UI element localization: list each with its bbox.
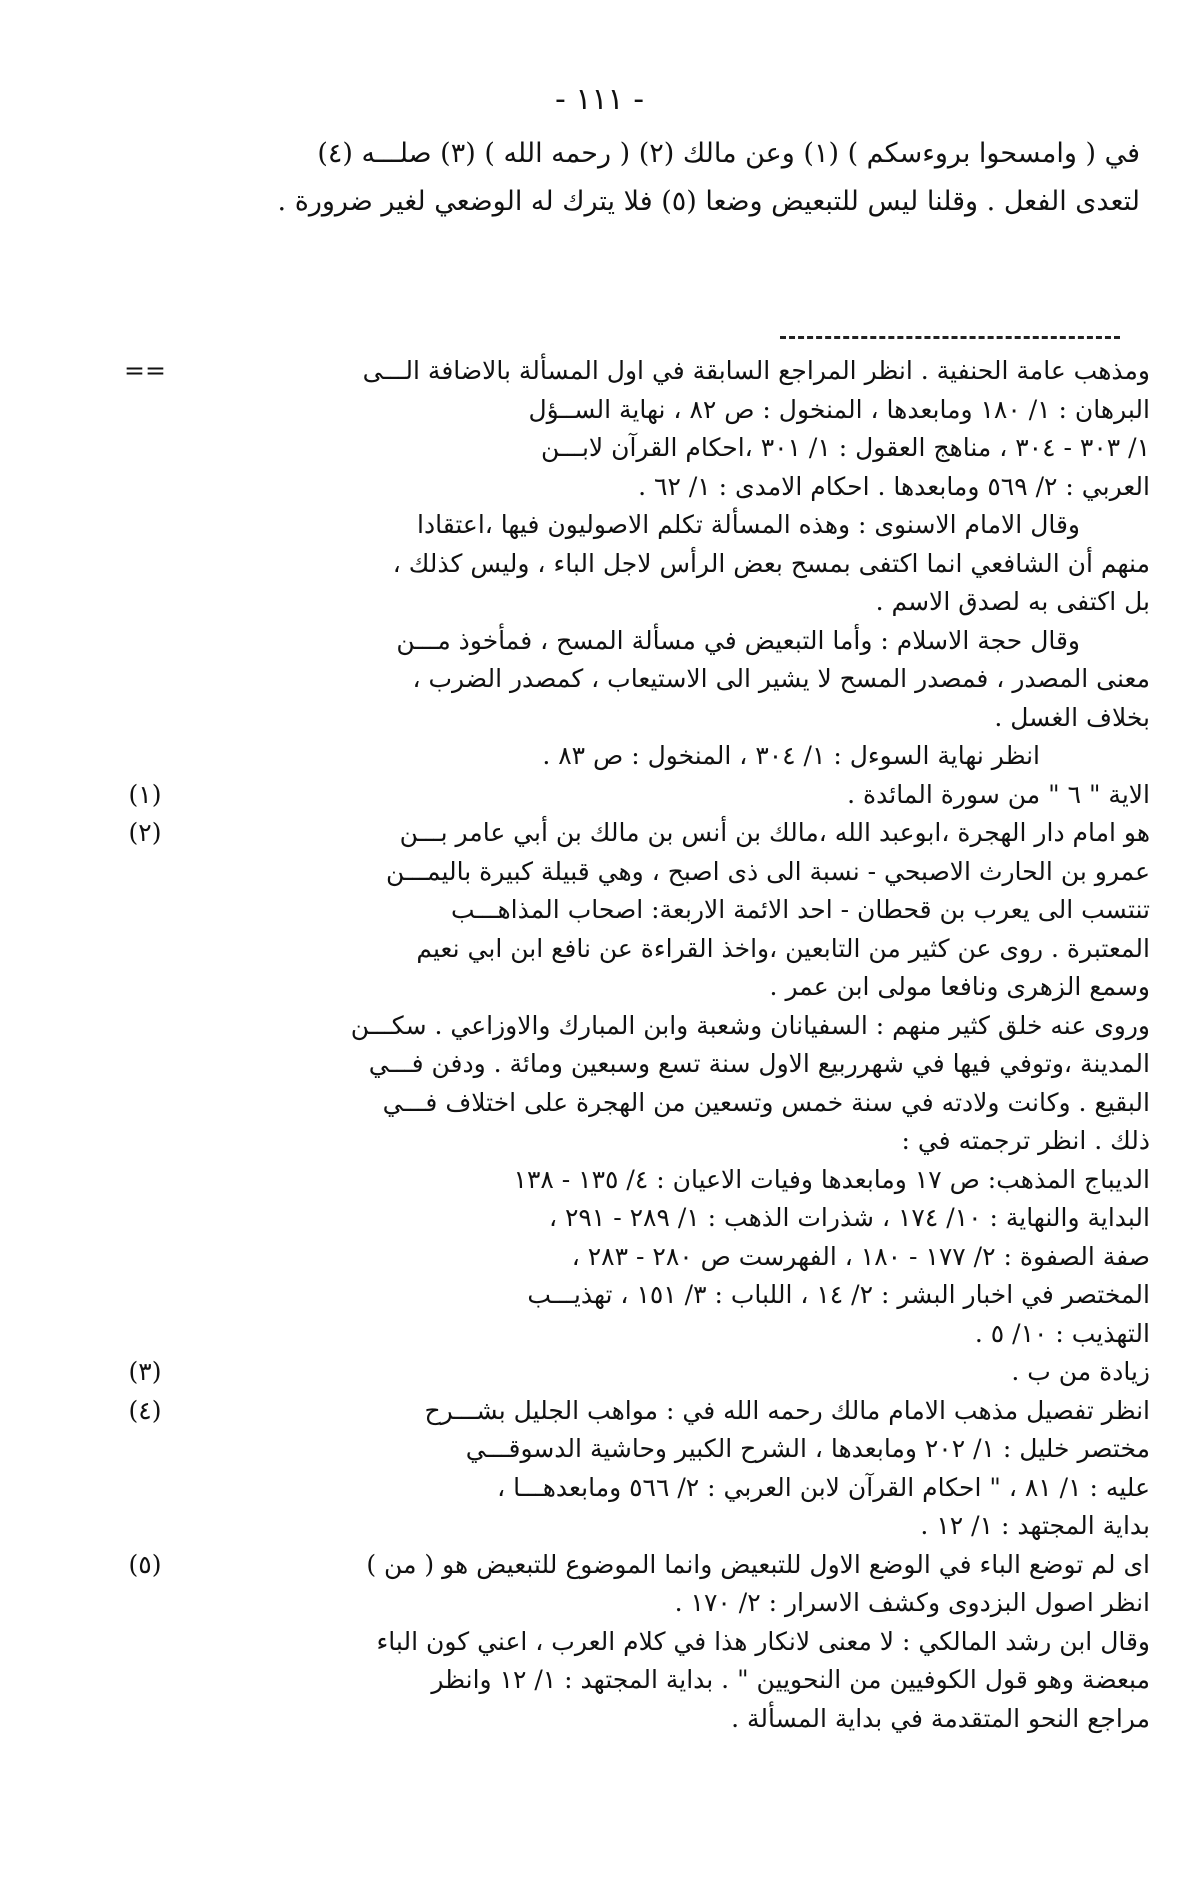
footnote-line: عليه : ١/ ٨١ ، " احكام القرآن لابن العربي : ٢/ ٥٦٦ ومابعدهـــا ، (497, 1472, 1150, 1502)
footnote-2 (90, 814, 1150, 1353)
footnote-line: الديباج المذهب: ص ١٧ ومابعدها وفيات الاعيان : ٤/ ١٣٥ - ١٣٨ (513, 1164, 1150, 1194)
footnote-body (200, 814, 1150, 1353)
footnote-line: البقيع . وكانت ولادته في سنة خمس وتسعين من الهجرة على اختلاف فـــي (382, 1087, 1150, 1117)
footnote-body (200, 1353, 1150, 1392)
footnote-body (200, 1546, 1150, 1739)
footnote-line: تنتسب الى يعرب بن قحطان - احد الائمة الاربعة: اصحاب المذاهـــب (450, 895, 1150, 924)
footnote-line: صفة الصفوة : ٢/ ١٧٧ - ١٨٠ ، الفهرست ص ٢٨٠ - ٢٨٣ ، (571, 1241, 1150, 1271)
footnote-line: انظر اصول البزدوى وكشف الاسرار : ٢/ ١٧٠ . (674, 1588, 1150, 1617)
footnote-line: معنى المصدر ، فمصدر المسح لا يشير الى الاستيعاب ، كمصدر الضرب ، (412, 664, 1150, 693)
footnote-continuation (90, 352, 1150, 776)
footnote-1 (90, 776, 1150, 815)
footnote-line: عمرو بن الحارث الاصبحي - نسبة الى ذى اصبح ، وهي قبيلة كبيرة باليمـــن (386, 856, 1150, 886)
footnote-line: المعتبرة . روى عن كثير من التابعين ،واخذ القراءة عن نافع ابن ابي نعيم (416, 933, 1150, 963)
footnote-line: وروى عنه خلق كثير منهم : السفيانان وشعبة وابن المبارك والاوزاعي . سكـــن (350, 1010, 1150, 1040)
main-text (150, 130, 1140, 226)
footnotes (90, 352, 1150, 1738)
footnote-line: بداية المجتهد : ١/ ١٢ . (920, 1511, 1150, 1540)
footnote-line: بل اكتفى به لصدق الاسم . (875, 587, 1150, 616)
footnote-marker: (٣) (128, 1357, 162, 1386)
footnote-marker: (٢) (128, 818, 162, 847)
footnote-line: انظر تفصيل مذهب الامام مالك رحمه الله في : مواهب الجليل بشـــرح (424, 1395, 1150, 1425)
footnote-body (200, 1392, 1150, 1546)
footnote-line: هو امام دار الهجرة ،ابوعبد الله ،مالك بن أنس بن مالك بن أبي عامر بـــن (399, 818, 1150, 847)
footnote-line: العربي : ٢/ ٥٦٩ ومابعدها . احكام الامدى : ١/ ٦٢ . (638, 471, 1150, 501)
main-text-line: في ( وامسحوا بروءسكم ) (١) وعن مالك (٢) ( رحمه الله ) (٣) صلـــه (٤) (317, 138, 1140, 169)
footnote-body (200, 352, 1150, 776)
footnote-line: الاية " ٦ " من سورة المائدة . (847, 779, 1150, 809)
footnote-marker: (٤) (128, 1395, 162, 1425)
footnote-line: مختصر خليل : ١/ ٢٠٢ ومابعدها ، الشرح الكبير وحاشية الدسوقـــي (465, 1434, 1150, 1463)
footnote-marker: (١) (128, 779, 162, 809)
footnote-line: اى لم توضع الباء في الوضع الاول للتبعيض وانما الموضوع للتبعيض هو ( من ) (366, 1549, 1150, 1579)
footnote-line: البداية والنهاية : ١٠/ ١٧٤ ، شذرات الذهب : ١/ ٢٨٩ - ٢٩١ ، (548, 1203, 1150, 1232)
footnote-line: المدينة ،وتوفي فيها في شهرربيع الاول سنة تسع وسبعين ومائة . ودفن فـــي (368, 1049, 1150, 1078)
footnote-line: وقال ابن رشد المالكي : لا معنى لانكار هذا في كلام العرب ، اعني كون الباء (376, 1626, 1150, 1656)
footnote-line: وسمع الزهرى ونافعا مولى ابن عمر . (769, 972, 1150, 1001)
footnote-line: مراجع النحو المتقدمة في بداية المسألة . (731, 1703, 1150, 1733)
footnote-line: انظر نهاية السوءل : ١/ ٣٠٤ ، المنخول : ص ٨٣ . (542, 741, 1040, 770)
footnote-marker: == (124, 356, 166, 385)
footnote-line: ١/ ٣٠٣ - ٣٠٤ ، مناهج العقول : ١/ ٣٠١ ،احكام القرآن لابـــن (540, 433, 1150, 462)
footnote-line: ذلك . انظر ترجمته في : (901, 1126, 1150, 1155)
page-number: - ١١١ - (554, 82, 645, 117)
footnote-5 (90, 1546, 1150, 1739)
footnote-line: ومذهب عامة الحنفية . انظر المراجع السابقة في اول المسألة بالاضافة الـــى (362, 356, 1150, 385)
footnote-line: منهم أن الشافعي انما اكتفى بمسح بعض الرأس لاجل الباء ، وليس كذلك ، (392, 548, 1150, 578)
footnote-line: المختصر في اخبار البشر : ٢/ ١٤ ، اللباب : ٣/ ١٥١ ، تهذيـــب (527, 1280, 1150, 1309)
footnote-line: التهذيب : ١٠/ ٥ . (974, 1318, 1150, 1348)
footnote-line: مبعضة وهو قول الكوفيين من النحويين " . بداية المجتهد : ١/ ١٢ وانظر (431, 1665, 1150, 1694)
footnote-line: البرهان : ١/ ١٨٠ ومابعدها ، المنخول : ص ٨٢ ، نهاية الســؤل (528, 394, 1150, 424)
footnote-marker: (٥) (128, 1549, 162, 1579)
footnote-separator (780, 336, 1120, 339)
footnote-line: وقال الامام الاسنوى : وهذه المسألة تكلم الاصوليون فيها ،اعتقادا (417, 510, 1080, 539)
footnote-line: وقال حجة الاسلام : وأما التبعيض في مسألة المسح ، فمأخوذ مـــن (396, 625, 1080, 655)
main-text-line: لتعدى الفعل . وقلنا ليس للتبعيض وضعا (٥) فلا يترك له الوضعي لغير ضرورة . (277, 186, 1140, 217)
footnote-body (200, 776, 1150, 815)
footnote-line: بخلاف الغسل . (994, 702, 1150, 732)
footnote-4 (90, 1392, 1150, 1546)
footnote-3 (90, 1353, 1150, 1392)
footnote-line: زيادة من ب . (1011, 1357, 1150, 1386)
